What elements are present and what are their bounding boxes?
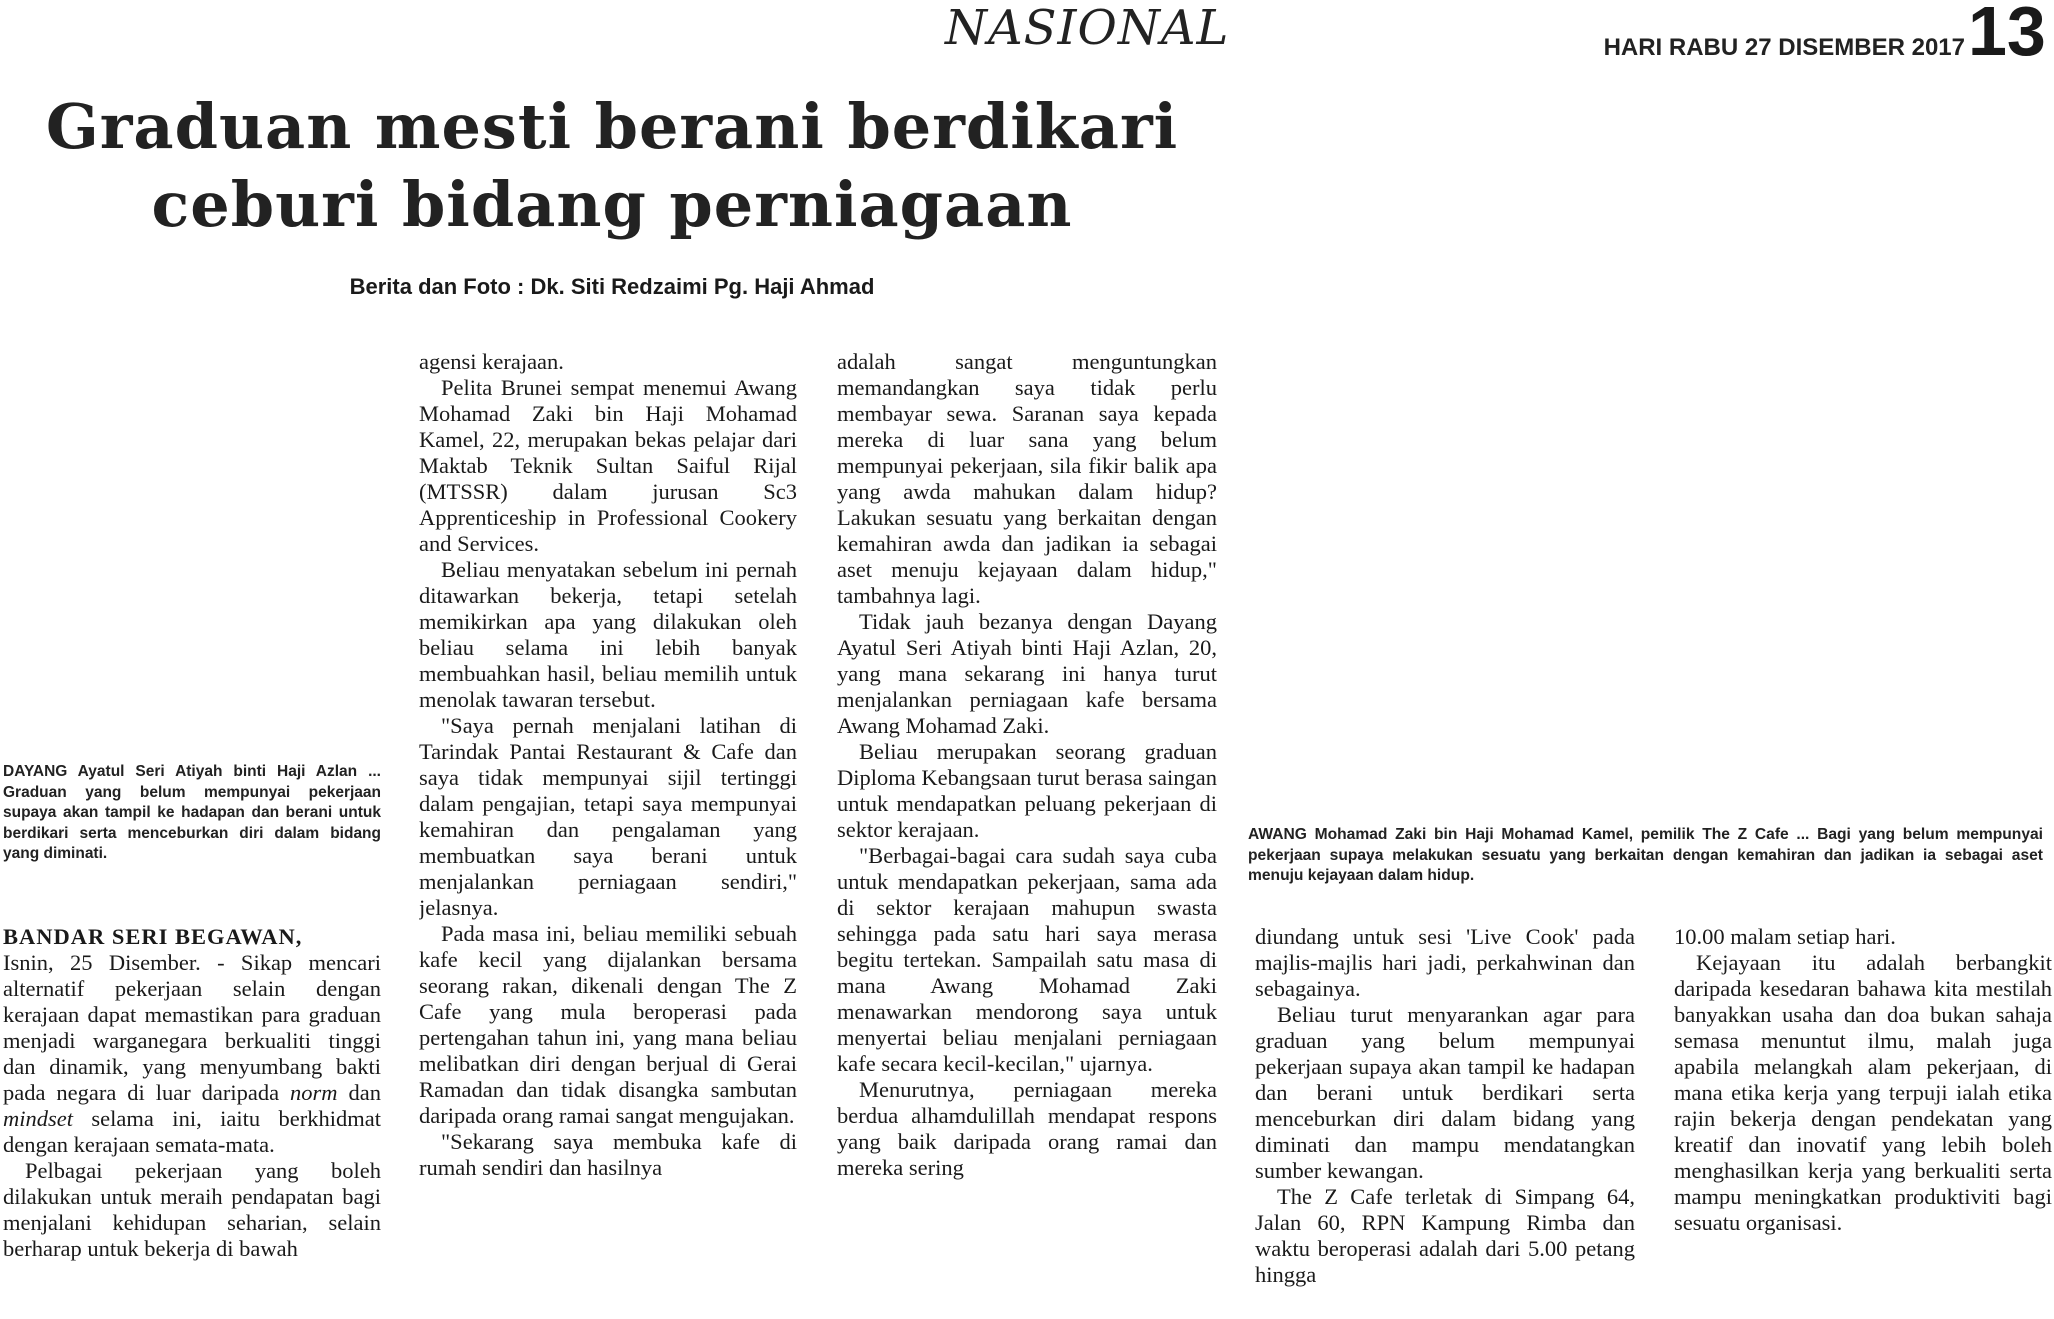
issue-date: HARI RABU 27 DISEMBER 2017 xyxy=(1603,34,1965,61)
paragraph: Kejayaan itu adalah berbangkit daripada kesedaran bahawa kita mestilah banyakkan usaha dan doa bukan sahaja semasa menuntut ilmu, malah juga apabila melangkah alam pekerjaan, di mana etika kerja yang terpuji ialah etika rajin bekerja dengan pendekatan yang kreatif dan inovatif yang lebih boleh menghasilkan kerja yang berkualiti serta mampu meningkatkan produktiviti bagi sesuatu organisasi. xyxy=(1674,950,2052,1235)
paragraph: The Z Cafe terletak di Simpang 64, Jalan 60, RPN Kampung Rimba dan waktu beroperasi adalah dari 5.00 petang hingga xyxy=(1255,1184,1635,1287)
paragraph: Pada masa ini, beliau memiliki sebuah kafe kecil yang dijalankan bersama seorang rakan, dikenali dengan The Z Cafe yang mula beroperasi pada pertengahan tahun ini, yang mana beliau melibatkan diri dengan berjual di Gerai Ramadan dan tidak disangka sambutan daripada orang ramai sangat mengujakan. xyxy=(419,921,797,1128)
paragraph: "Saya pernah menjalani latihan di Tarindak Pantai Restaurant & Cafe dan saya tidak mempunyai sijil tertinggi dalam pengajian, tetapi saya mempunyai kemahiran dan pengalaman yang membuatkan saya berani untuk menjalankan perniagaan sendiri," jelasnya. xyxy=(419,713,797,920)
text-run: Isnin, 25 Disember. - Sikap mencari alternatif pekerjaan selain dengan kerajaan dapat memastikan para graduan menjadi warganegara berkualiti tinggi dan dinamik, yang menyumbang bakti pada negara di luar daripada xyxy=(3,950,381,1105)
dateline-lead: BANDAR SERI BEGAWAN, xyxy=(3,924,303,949)
photo-caption-right: AWANG Mohamad Zaki bin Haji Mohamad Kamel, pemilik The Z Cafe ... Bagi yang belum mempunyai pekerjaan supaya melakukan sesuatu yang berkaitan dengan kemahiran dan jadikan ia sebagai aset menuju kejayaan dalam hidup. xyxy=(1248,826,2043,884)
photo-caption-left: DAYANG Ayatul Seri Atiyah binti Haji Azlan ... Graduan yang belum mempunyai pekerjaan supaya akan tampil ke hadapan dan berani untuk berdikari serta menceburkan diri dalam bidang yang diminati. xyxy=(3,763,381,862)
headline-line-2: ceburi bidang perniagaan xyxy=(151,168,1073,241)
paragraph: Pelbagai pekerjaan yang boleh dilakukan untuk meraih pendapatan bagi menjalani kehidupan seharian, selain berharap untuk bekerja di bawah xyxy=(3,1158,381,1261)
paragraph: Menurutnya, perniagaan mereka berdua alhamdulillah mendapat respons yang baik daripada orang ramai dan mereka sering xyxy=(837,1077,1217,1180)
paragraph: "Berbagai-bagai cara sudah saya cuba untuk mendapatkan pekerjaan, sama ada di sektor kerajaan mahupun swasta sehingga pada satu hari saya merasa begitu tertekan. Sampailah satu masa di mana Awang Mohamad Zaki menawarkan mendorong saya untuk menyertai beliau menjalani perniagaan kafe secara kecil-kecilan," ujarnya. xyxy=(837,843,1217,1076)
paragraph: "Sekarang saya membuka kafe di rumah sendiri dan hasilnya xyxy=(419,1129,797,1180)
text-run: selama ini, iaitu berkhidmat dengan kerajaan semata-mata. xyxy=(3,1106,381,1157)
paragraph: Beliau merupakan seorang graduan Diploma Kebangsaan turut berasa saingan untuk mendapatkan peluang pekerjaan di sektor kerajaan. xyxy=(837,739,1217,842)
paragraph: 10.00 malam setiap hari. xyxy=(1674,924,1896,949)
paragraph: Beliau menyatakan sebelum ini pernah ditawarkan bekerja, tetapi setelah memikirkan apa yang dilakukan oleh beliau selama ini lebih banyak membuahkan hasil, beliau memilih untuk menolak tawaran tersebut. xyxy=(419,557,797,712)
text-run: dan xyxy=(337,1080,381,1105)
article-column-2 xyxy=(419,349,797,1319)
headline xyxy=(0,88,1224,244)
article-column-3 xyxy=(837,349,1217,1319)
paragraph: Beliau turut menyarankan agar para graduan yang belum mempunyai pekerjaan supaya akan tampil ke hadapan dan berani untuk berdikari serta menceburkan diri dalam bidang yang diminati dan mampu mendatangkan sumber kewangan. xyxy=(1255,1002,1635,1183)
byline: Berita dan Foto : Dk. Siti Redzaimi Pg. Haji Ahmad xyxy=(349,274,875,299)
page-number: 13 xyxy=(1968,0,2046,70)
italic-term: mindset xyxy=(3,1106,73,1131)
paragraph: adalah sangat menguntungkan memandangkan saya tidak perlu membayar sewa. Saranan saya kepada mereka di luar sana yang belum mempunyai pekerjaan, sila fikir balik apa yang awda mahukan dalam hidup? Lakukan sesuatu yang berkaitan dengan kemahiran awda dan jadikan ia sebagai aset menuju kejayaan dalam hidup," tambahnya lagi. xyxy=(837,349,1217,608)
article-column-1 xyxy=(3,924,381,1319)
paragraph: Tidak jauh bezanya dengan Dayang Ayatul Seri Atiyah binti Haji Azlan, 20, yang mana sekarang ini hanya turut menjalankan perniagaan kafe bersama Awang Mohamad Zaki. xyxy=(837,609,1217,738)
paragraph xyxy=(3,924,381,1158)
section-title: NASIONAL xyxy=(945,0,1230,56)
article-column-4 xyxy=(1255,924,1635,1319)
article-column-5 xyxy=(1674,924,2052,1319)
headline-line-1: Graduan mesti berani berdikari xyxy=(45,90,1179,163)
italic-term: norm xyxy=(290,1080,338,1105)
paragraph: Pelita Brunei sempat menemui Awang Mohamad Zaki bin Haji Mohamad Kamel, 22, merupakan bekas pelajar dari Maktab Teknik Sultan Saiful Rijal (MTSSR) dalam jurusan Sc3 Apprenticeship in Professional Cookery and Services. xyxy=(419,375,797,556)
paragraph: agensi kerajaan. xyxy=(419,349,564,374)
paragraph: diundang untuk sesi 'Live Cook' pada majlis-majlis hari jadi, perkahwinan dan sebagainya. xyxy=(1255,924,1635,1001)
